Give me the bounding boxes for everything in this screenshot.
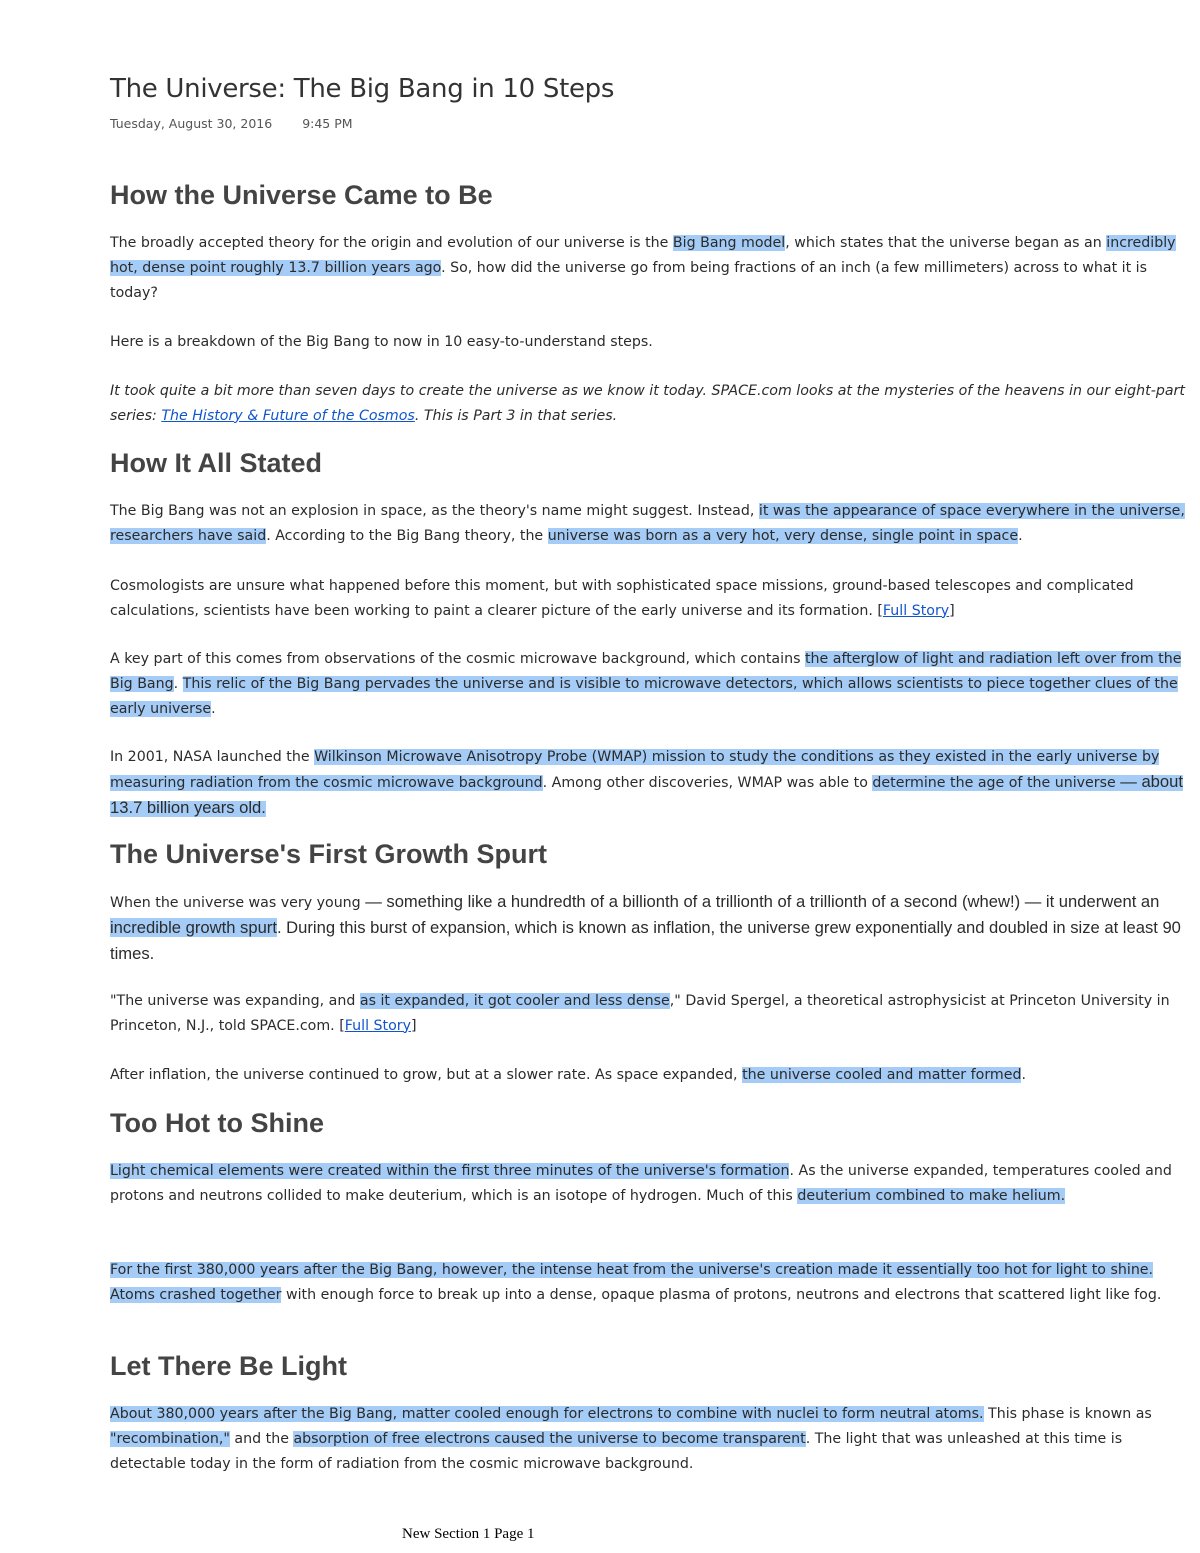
section-heading: Let There Be Light	[110, 1351, 348, 1381]
paragraph: The broadly accepted theory for the origin and evolution of our universe is the Big Bang model, which states that the universe began as an incredibly hot, dense point roughly 13.7 billion years ago. So, how did the universe go from being fractions of an inch (a few millimeters) across to what it is today?	[110, 235, 1176, 301]
highlight: Big Bang model	[672, 235, 786, 251]
paragraph: Here is a breakdown of the Big Bang to now in 10 easy-to-understand steps.	[110, 334, 653, 350]
highlight: Wilkinson Microwave Anisotropy Probe (WMAP) mission to study the conditions as they existed in the early universe by measuring radiation from the cosmic microwave background	[110, 749, 1160, 791]
paragraph: About 380,000 years after the Big Bang, matter cooled enough for electrons to combine with nuclei to form neutral atoms. This phase is known as "recombination," and the absorption of free electrons caused the universe to become transparent. The light that was unleashed at this time is detectable today in the form of radiation from the cosmic microwave background.	[110, 1406, 1152, 1472]
paragraph: In 2001, NASA launched the Wilkinson Microwave Anisotropy Probe (WMAP) mission to study the conditions as they existed in the early universe by measuring radiation from the cosmic microwave background. Among other discoveries, WMAP was able to determine the age of the universe — about 13.7 billion years old.	[110, 749, 1183, 817]
paragraph: For the first 380,000 years after the Big Bang, however, the intense heat from the universe's creation made it essentially too hot for light to shine. Atoms crashed together with enough force to break up into a dense, opaque plasma of protons, neutrons and electrons that scattered light like fog.	[110, 1262, 1162, 1303]
highlight: incredibly hot, dense point roughly 13.7 billion years ago	[110, 235, 1176, 276]
section-heading: Too Hot to Shine	[110, 1108, 324, 1138]
full-story-link[interactable]: Full Story	[344, 1017, 411, 1034]
highlight: determine the age of the universe — about 13.7 billion years old.	[110, 771, 1183, 817]
highlight: it was the appearance of space everywhere in the universe, researchers have said	[110, 503, 1185, 544]
page-title: The Universe: The Big Bang in 10 Steps	[110, 74, 615, 104]
section-heading: How the Universe Came to Be	[110, 180, 493, 210]
highlight: Light chemical elements were created within the first three minutes of the universe's formation	[110, 1163, 790, 1179]
paragraph: Light chemical elements were created within the first three minutes of the universe's formation. As the universe expanded, temperatures cooled and protons and neutrons collided to make deuterium, which is an isotope of hydrogen. Much of this deuterium combined to make helium.	[110, 1163, 1172, 1204]
series-link[interactable]: The History & Future of the Cosmos	[161, 407, 415, 424]
paragraph: The Big Bang was not an explosion in space, as the theory's name might suggest. Instead, it was the appearance of space everywhere in the universe, researchers have said. According to the Big Bang theory, the universe was born as a very hot, very dense, single point in space.	[110, 503, 1185, 544]
highlight: the universe cooled and matter formed	[742, 1067, 1022, 1083]
highlight: the afterglow of light and radiation left over from the Big Bang	[110, 651, 1182, 692]
paragraph: Cosmologists are unsure what happened before this moment, but with sophisticated space missions, ground-based telescopes and complicated calculations, scientists have been working to paint a clearer picture of the early universe and its formation. [Full Story]	[110, 578, 1134, 619]
page-footer: New Section 1 Page 1	[402, 1526, 535, 1542]
highlight: deuterium combined to make helium.	[797, 1187, 1066, 1204]
full-story-link[interactable]: Full Story	[882, 602, 950, 619]
highlight: incredible growth spurt	[110, 917, 277, 937]
paragraph: After inflation, the universe continued to grow, but at a slower rate. As space expanded, the universe cooled and matter formed.	[110, 1067, 1026, 1083]
highlight: "recombination,"	[110, 1430, 230, 1447]
paragraph: It took quite a bit more than seven days to create the universe as we know it today. SPACE.com looks at the mysteries of the heavens in our eight-part series: The History & Future of the Cosmos. This is Part 3 in that series.	[110, 383, 1185, 424]
page-date: Tuesday, August 30, 2016	[110, 116, 273, 131]
highlight: universe was born as a very hot, very dense, single point in space	[547, 527, 1019, 544]
section-heading: How It All Stated	[110, 448, 323, 478]
page-time: 9:45 PM	[302, 116, 353, 131]
page-timestamp	[110, 116, 353, 131]
paragraph: When the universe was very young — something like a hundredth of a billionth of a trillionth of a trillionth of a second (whew!) — it underwent an incredible growth spurt. During this burst of expansion, which is known as inflation, the universe grew exponentially and doubled in size at least 90 times.	[110, 892, 1181, 963]
paragraph: "The universe was expanding, and as it expanded, it got cooler and less dense," David Spergel, a theoretical astrophysicist at Princeton University in Princeton, N.J., told SPACE.com. [Full Story]	[110, 993, 1170, 1034]
section-heading: The Universe's First Growth Spurt	[110, 839, 547, 869]
highlight: About 380,000 years after the Big Bang, matter cooled enough for electrons to combine with nuclei to form neutral atoms.	[110, 1406, 984, 1422]
highlight: This relic of the Big Bang pervades the universe and is visible to microwave detectors, which allows scientists to piece together clues of the early universe	[110, 675, 1178, 717]
highlight: For the first 380,000 years after the Big Bang, however, the intense heat from the universe's creation made it essentially too hot for light to shine. Atoms crashed together	[110, 1262, 1154, 1303]
highlight: as it expanded, it got cooler and less dense	[359, 993, 670, 1009]
paragraph: A key part of this comes from observations of the cosmic microwave background, which contains the afterglow of light and radiation left over from the Big Bang. This relic of the Big Bang pervades the universe and is visible to microwave detectors, which allows scientists to piece together clues of the early universe.	[110, 651, 1182, 717]
highlight: absorption of free electrons caused the universe to become transparent	[293, 1430, 806, 1447]
